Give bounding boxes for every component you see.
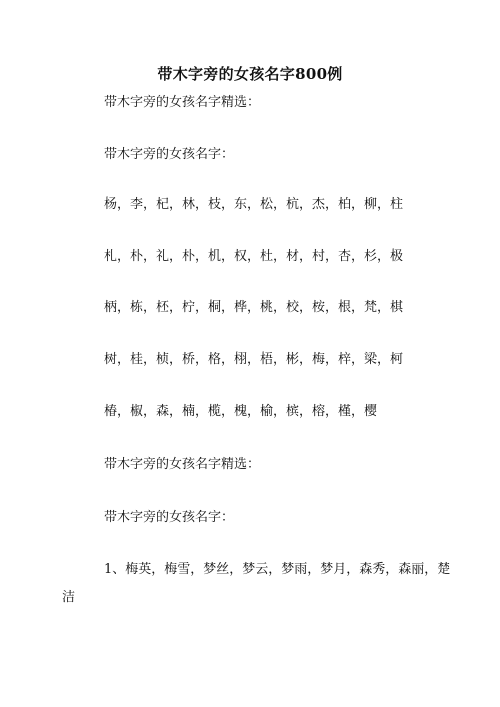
paragraph-intro: 带木字旁的女孩名字精选： <box>104 95 261 110</box>
paragraph-characters-3: 柄，栋，柸，柠，桐，桦，桃，校，桉，根，梵，棋 <box>104 300 404 315</box>
paragraph-intro-2: 带木字旁的女孩名字精选： <box>104 457 261 472</box>
paragraph-characters-2: 札，朴，礼，朴，机，权，杜，材，村，杏，杉，极 <box>104 249 404 264</box>
paragraph-characters-4: 树，桂，桢，桥，格，栩，梧，彬，梅，梓，梁，柯 <box>104 352 404 367</box>
paragraph-heading: 带木字旁的女孩名字： <box>104 147 235 162</box>
paragraph-characters-5: 椿，椒，森，楠，榄，槐，榆，槟，榕，槿，樱 <box>104 404 378 419</box>
paragraph-heading-2: 带木字旁的女孩名字： <box>104 510 235 525</box>
paragraph-names-1-continuation: 洁 <box>62 590 76 605</box>
paragraph-names-1: 1、梅英，梅雪，梦丝，梦云，梦雨，梦月，森秀，森丽，楚 <box>104 562 451 577</box>
document-title: 带木字旁的女孩名字800例 <box>157 65 343 83</box>
paragraph-characters-1: 杨，李，杞，林，枝，东，松，杭，杰，柏，柳，柱 <box>104 197 404 212</box>
